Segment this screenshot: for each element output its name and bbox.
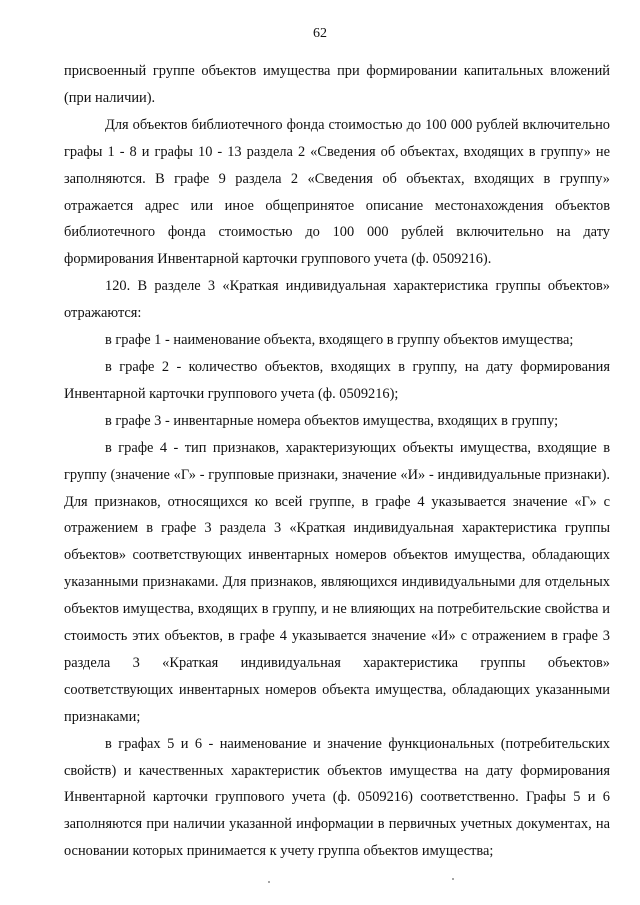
page-number: 62 <box>313 26 327 41</box>
paragraph: в графе 2 - количество объектов, входящих в группу, на дату формирования Инвентарной карточки группового учета (ф. 0509216); <box>64 358 610 402</box>
paragraph: в графе 3 - инвентарные номера объектов имущества, входящих в группу; <box>105 412 559 429</box>
scan-speck <box>268 881 270 883</box>
document-body <box>64 58 610 865</box>
paragraph: в графе 1 - наименование объекта, входящего в группу объектов имущества; <box>105 332 574 349</box>
paragraph: Для объектов библиотечного фонда стоимостью до 100 000 рублей включительно графы 1 - 8 и графы 10 - 13 раздела 2 «Сведения об объектах, входящих в группу» не заполняются. В графе 9 раздела 2 «Сведения об объектах, входящих в группу» отражается адрес или иное общепринятое описание местонахождения объектов библиотечного фонда стоимостью до 100 000 рублей включительно на дату формирования Инвентарной карточки группового учета (ф. 0509216). <box>64 116 610 268</box>
paragraph: 120. В разделе 3 «Краткая индивидуальная характеристика группы объектов» отражаются: <box>64 278 610 322</box>
paragraph: в графе 4 - тип признаков, характеризующих объекты имущества, входящие в группу (значение «Г» - групповые признаки, значение «И» - индивидуальные признаки). Для признаков, относящихся ко всей группе, в графе 4 указывается значение «Г» с отражением в графе 3 раздела 3 «Краткая индивидуальная характеристика группы объектов» соответствующих инвентарных номеров объектов имущества, обладающих указанными признаками. Для признаков, являющихся индивидуальными для отдельных объектов имущества, входящих в группу, и не влияющих на потребительские свойства и стоимость этих объектов, в графе 4 указывается значение «И» с отражением в графе 3 раздела 3 «Краткая индивидуальная характеристика группы объектов» соответствующих инвентарных номеров объекта имущества, обладающих указанными признаками; <box>64 439 610 725</box>
paragraph: в графах 5 и 6 - наименование и значение функциональных (потребительских свойств) и качественных характеристик объектов имущества на дату формирования Инвентарной карточки группового учета (ф. 0509216) соответственно. Графы 5 и 6 заполняются при наличии указанной информации в первичных учетных документах, на основании которых принимается к учету группа объектов имущества; <box>64 735 610 860</box>
scan-speck <box>452 878 454 880</box>
paragraph: присвоенный группе объектов имущества при формировании капитальных вложений (при наличии). <box>64 63 610 106</box>
